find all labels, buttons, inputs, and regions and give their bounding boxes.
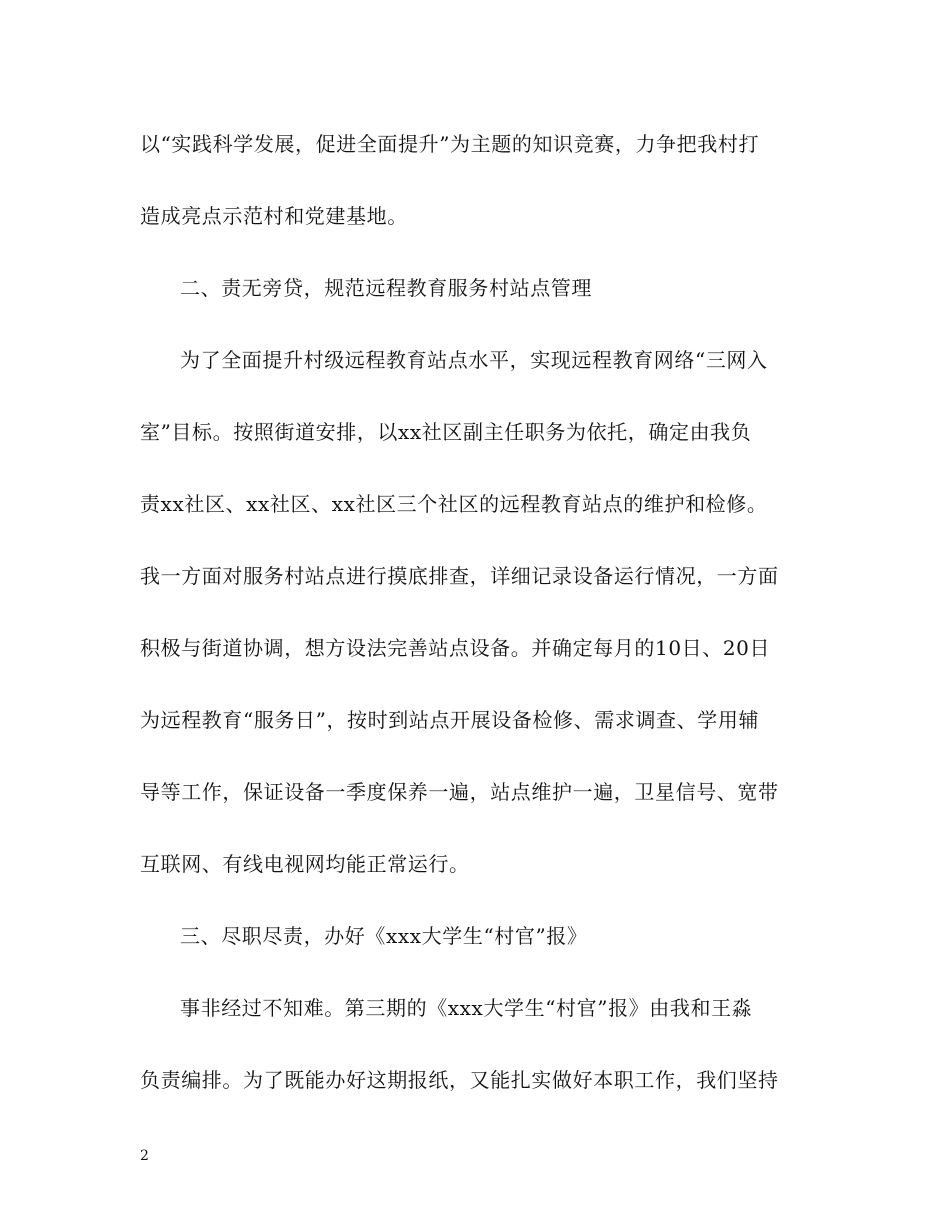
text-line: 负责编排。为了既能办好这期报纸，又能扎实做好本职工作，我们坚持: [140, 1068, 779, 1092]
text-line: 室”目标。按照街道安排，以xx社区副主任职务为依托，确定由我负: [140, 420, 752, 444]
text-line: 为了全面提升村级远程教育站点水平，实现远程教育网络“三网入: [180, 348, 768, 372]
text-line: 我一方面对服务村站点进行摸底排查，详细记录设备运行情况，一方面: [140, 564, 779, 588]
text-line: 互联网、有线电视网均能正常运行。: [140, 852, 470, 876]
text-line: 导等工作，保证设备一季度保养一遍，站点维护一遍，卫星信号、宽带: [140, 780, 779, 804]
text-line: 为远程教育“服务日”，按时到站点开展设备检修、需求调查、学用辅: [140, 708, 760, 732]
text-line: 事非经过不知难。第三期的《xxx大学生“村官”报》由我和王淼: [180, 996, 753, 1020]
text-line: 以“实践科学发展，促进全面提升”为主题的知识竞赛，力争把我村打: [140, 132, 760, 156]
body-text: [140, 120, 820, 1128]
text-line: 造成亮点示范村和党建基地。: [140, 204, 408, 228]
section-heading: 三、尽职尽责，办好《xxx大学生“村官”报》: [180, 924, 588, 948]
text-line: 积极与街道协调，想方设法完善站点设备。并确定每月的10日、20日: [140, 636, 771, 660]
page-number: 2: [140, 1148, 149, 1164]
section-heading: 二、责无旁贷，规范远程教育服务村站点管理: [180, 276, 592, 300]
text-line: 责xx社区、xx社区、xx社区三个社区的远程教育站点的维护和检修。: [140, 492, 768, 516]
